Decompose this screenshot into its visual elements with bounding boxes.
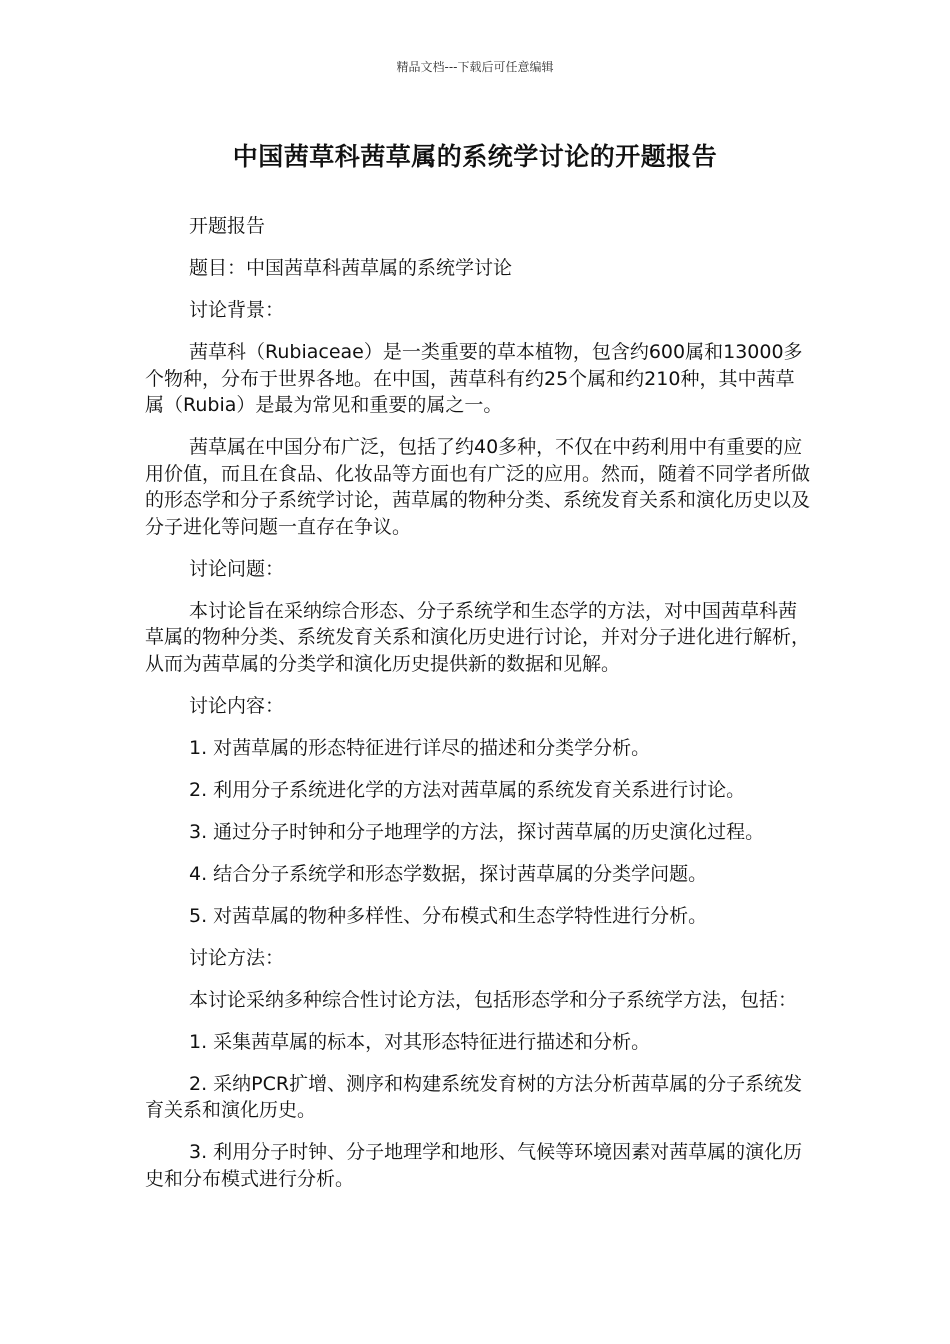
- heading-question: 讨论问题：: [189, 557, 285, 580]
- paragraph-report-label: 开题报告: [189, 215, 266, 237]
- content-item-1: 1. 对茜草属的形态特征进行详尽的描述和分类学分析。: [189, 736, 651, 759]
- content-item-3: 3. 通过分子时钟和分子地理学的方法，探讨茜草属的历史演化过程。: [189, 820, 765, 843]
- method-item-3: 3. 利用分子时钟、分子地理学和地形、气候等环境因素对茜草属的演化历史和分布模式进行分析。: [145, 1141, 803, 1190]
- paragraph-method-intro: 本讨论采纳多种综合性讨论方法，包括形态学和分子系统学方法，包括：: [189, 988, 798, 1011]
- paragraph-background-2: 茜草属在中国分布广泛，包括了约40多种，不仅在中药利用中有重要的应用价值，而且在食品、化妆品等方面也有广泛的应用。然而，随着不同学者所做的形态学和分子系统学讨论，茜草属的物种分类、系统发育关系和演化历史以及分子进化等问题一直存在争议。: [145, 436, 811, 538]
- paragraph-background-1: 茜草科（Rubiaceae）是一类重要的草本植物，包含约600属和13000多个物种，分布于世界各地。在中国，茜草科有约25个属和约210种，其中茜草属（Rubia）是最为常见和重要的属之一。: [145, 341, 803, 416]
- document-title: 中国茜草科茜草属的系统学讨论的开题报告: [232, 142, 718, 171]
- document-body: [145, 213, 813, 1208]
- method-item-2: 2. 采纳PCR扩增、测序和构建系统发育树的方法分析茜草属的分子系统发育关系和演化历史。: [145, 1072, 803, 1121]
- header-note: 精品文档---下载后可任意编辑: [396, 60, 554, 74]
- heading-background: 讨论背景：: [189, 299, 285, 321]
- content-item-5: 5. 对茜草属的物种多样性、分布模式和生态学特性进行分析。: [189, 904, 708, 927]
- content-item-4: 4. 结合分子系统学和形态学数据，探讨茜草属的分类学问题。: [189, 862, 708, 885]
- paragraph-question: 本讨论旨在采纳综合形态、分子系统学和生态学的方法，对中国茜草科茜草属的物种分类、系统发育关系和演化历史进行讨论，并对分子进化进行解析，从而为茜草属的分类学和演化历史提供新的数据和见解。: [145, 599, 811, 675]
- method-item-1: 1. 采集茜草属的标本，对其形态特征进行描述和分析。: [189, 1030, 651, 1053]
- heading-content: 讨论内容：: [189, 694, 285, 717]
- content-item-2: 2. 利用分子系统进化学的方法对茜草属的系统发育关系进行讨论。: [189, 778, 746, 801]
- paragraph-topic: 题目：中国茜草科茜草属的系统学讨论: [189, 257, 513, 279]
- heading-method: 讨论方法：: [189, 946, 285, 969]
